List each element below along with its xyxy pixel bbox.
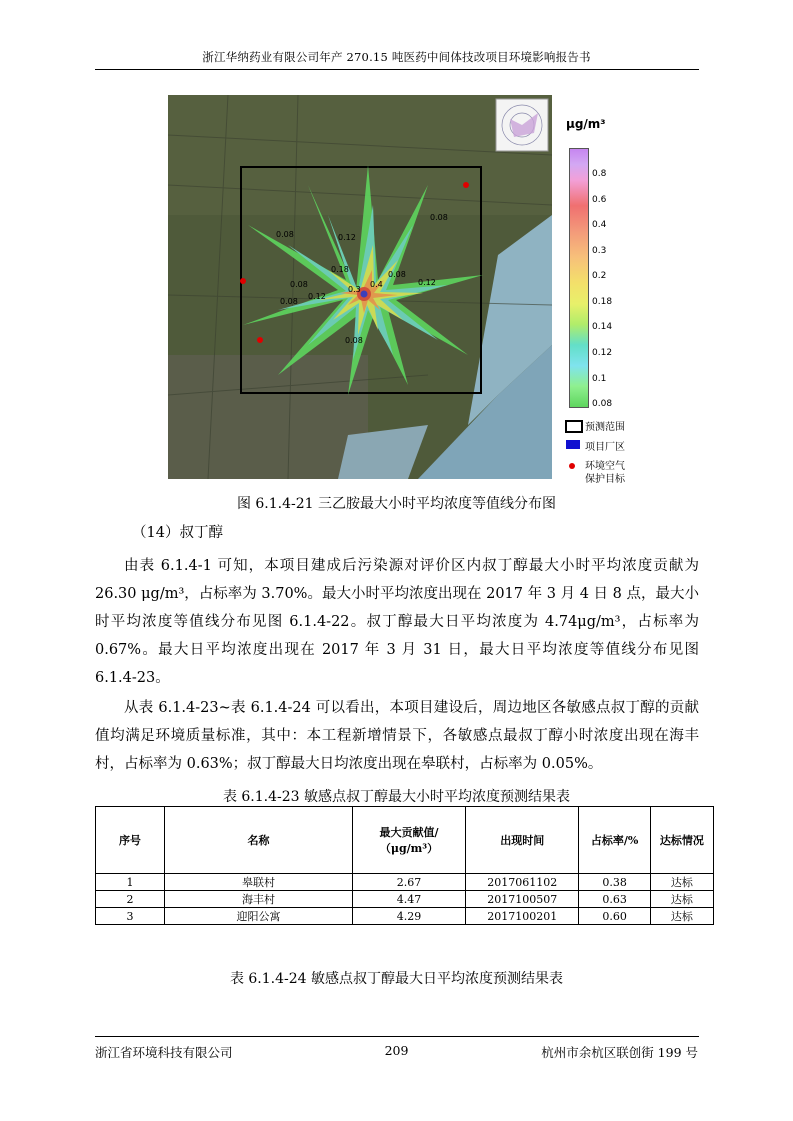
cell: 3 (96, 908, 165, 925)
table-row (96, 908, 714, 925)
cell: 0.60 (579, 908, 650, 925)
col-header: 名称 (164, 807, 352, 874)
contour-label: 0.12 (338, 233, 356, 242)
table-row (96, 891, 714, 908)
col-header: 序号 (96, 807, 165, 874)
target-marker (240, 278, 246, 284)
contour-label: 0.12 (418, 278, 436, 287)
table1-caption: 表 6.1.4-23 敏感点叔丁醇最大小时平均浓度预测结果表 (222, 789, 571, 805)
col-header: 达标情况 (650, 807, 713, 874)
paragraph-2: 从表 6.1.4-23~表 6.1.4-24 可以看出，本项目建设后，周边地区各敏感点叔丁醇的贡献值均满足环境质量标准，其中：本工程新增情景下，各敏感点最叔丁醇小时浓度出现在海丰村，占标率为 0.63%；叔丁醇最大日均浓度出现在皋联村，占标率为 0.05%。 (95, 700, 699, 772)
cell: 4.29 (353, 908, 466, 925)
results-table (95, 806, 714, 925)
page-header-title: 浙江华纳药业有限公司年产 270.15 吨医药中间体技改项目环境影响报告书 (202, 50, 591, 64)
cell: 皋联村 (164, 874, 352, 891)
figure-caption: 图 6.1.4-21 三乙胺最大小时平均浓度等值线分布图 (236, 496, 557, 512)
contour-map-svg (168, 95, 552, 479)
cell: 海丰村 (164, 891, 352, 908)
legend-tick: 0.2 (592, 271, 607, 281)
cell: 2.67 (353, 874, 466, 891)
table2-caption: 表 6.1.4-24 敏感点叔丁醇最大日平均浓度预测结果表 (229, 971, 564, 987)
contour-label: 0.08 (280, 297, 298, 306)
paragraph-1: 由表 6.1.4-1 可知，本项目建成后污染源对评价区内叔丁醇最大小时平均浓度贡献为 26.30 μg/m³，占标率为 3.70%。最大小时平均浓度出现在 2017 年 3 月 4 日 8 点，最大小时平均浓度等值线分布见图 6.1.4-22。叔丁醇最大日平均浓度为 4.74μg/m³，占标率为 0.67%。最大日平均浓度出现在 2017 年 3 月 31 日，最大日平均浓度等值线分布见图 6.1.4-23。 (95, 558, 699, 686)
contour-label: 0.12 (308, 292, 326, 301)
cell: 1 (96, 874, 165, 891)
legend-tick: 0.14 (592, 322, 613, 332)
contour-label: 0.08 (345, 336, 363, 345)
footer-company: 浙江省环境科技有限公司 (95, 1045, 233, 1060)
footer-rule (95, 1036, 699, 1037)
legend-target-label-1: 环境空气 (585, 461, 625, 472)
legend-range-label: 预测范围 (585, 422, 625, 433)
legend-plant-label: 项目厂区 (585, 442, 625, 453)
contour-label: 0.08 (276, 230, 294, 239)
legend-tick: 0.12 (592, 348, 613, 358)
target-legend-dot (569, 463, 575, 469)
cell: 达标 (650, 874, 713, 891)
cell: 2017100201 (466, 908, 579, 925)
header-rule (95, 69, 699, 70)
target-marker (463, 182, 469, 188)
cell: 2017061102 (466, 874, 579, 891)
cell: 0.38 (579, 874, 650, 891)
col-header: 占标率/% (579, 807, 650, 874)
contour-label: 0.08 (388, 270, 406, 279)
footer-address: 杭州市余杭区联创街 199 号 (541, 1045, 698, 1060)
page-number: 209 (384, 1043, 409, 1058)
legend-tick: 0.1 (592, 374, 607, 384)
legend-tick: 0.18 (592, 297, 613, 307)
legend-color-bar (569, 148, 589, 408)
col-header: 最大贡献值/（μg/m³） (353, 807, 466, 874)
legend-tick: 0.3 (592, 246, 607, 256)
legend-tick: 0.08 (592, 399, 613, 409)
contour-label: 0.18 (331, 265, 349, 274)
table-row (96, 874, 714, 891)
cell: 2 (96, 891, 165, 908)
contour-label: 0.08 (290, 280, 308, 289)
cell: 2017100507 (466, 891, 579, 908)
contour-label: 0.3 (348, 285, 361, 294)
section-heading: （14）叔丁醇 (132, 525, 223, 541)
target-marker (257, 337, 263, 343)
col-header: 出现时间 (466, 807, 579, 874)
cell: 迎阳公寓 (164, 908, 352, 925)
legend-tick: 0.8 (592, 169, 607, 179)
range-legend-swatch (565, 420, 583, 433)
plant-legend-swatch (566, 440, 580, 449)
cell: 0.63 (579, 891, 650, 908)
table-header-row (96, 807, 714, 874)
contour-map (168, 95, 552, 479)
contour-label: 0.4 (370, 280, 383, 289)
contour-label: 0.08 (430, 213, 448, 222)
cell: 4.47 (353, 891, 466, 908)
legend-tick: 0.4 (592, 220, 607, 230)
legend-tick: 0.6 (592, 195, 607, 205)
legend-unit: μg/m³ (566, 117, 606, 131)
legend-target-label-2: 保护目标 (585, 474, 625, 485)
cell: 达标 (650, 891, 713, 908)
cell: 达标 (650, 908, 713, 925)
